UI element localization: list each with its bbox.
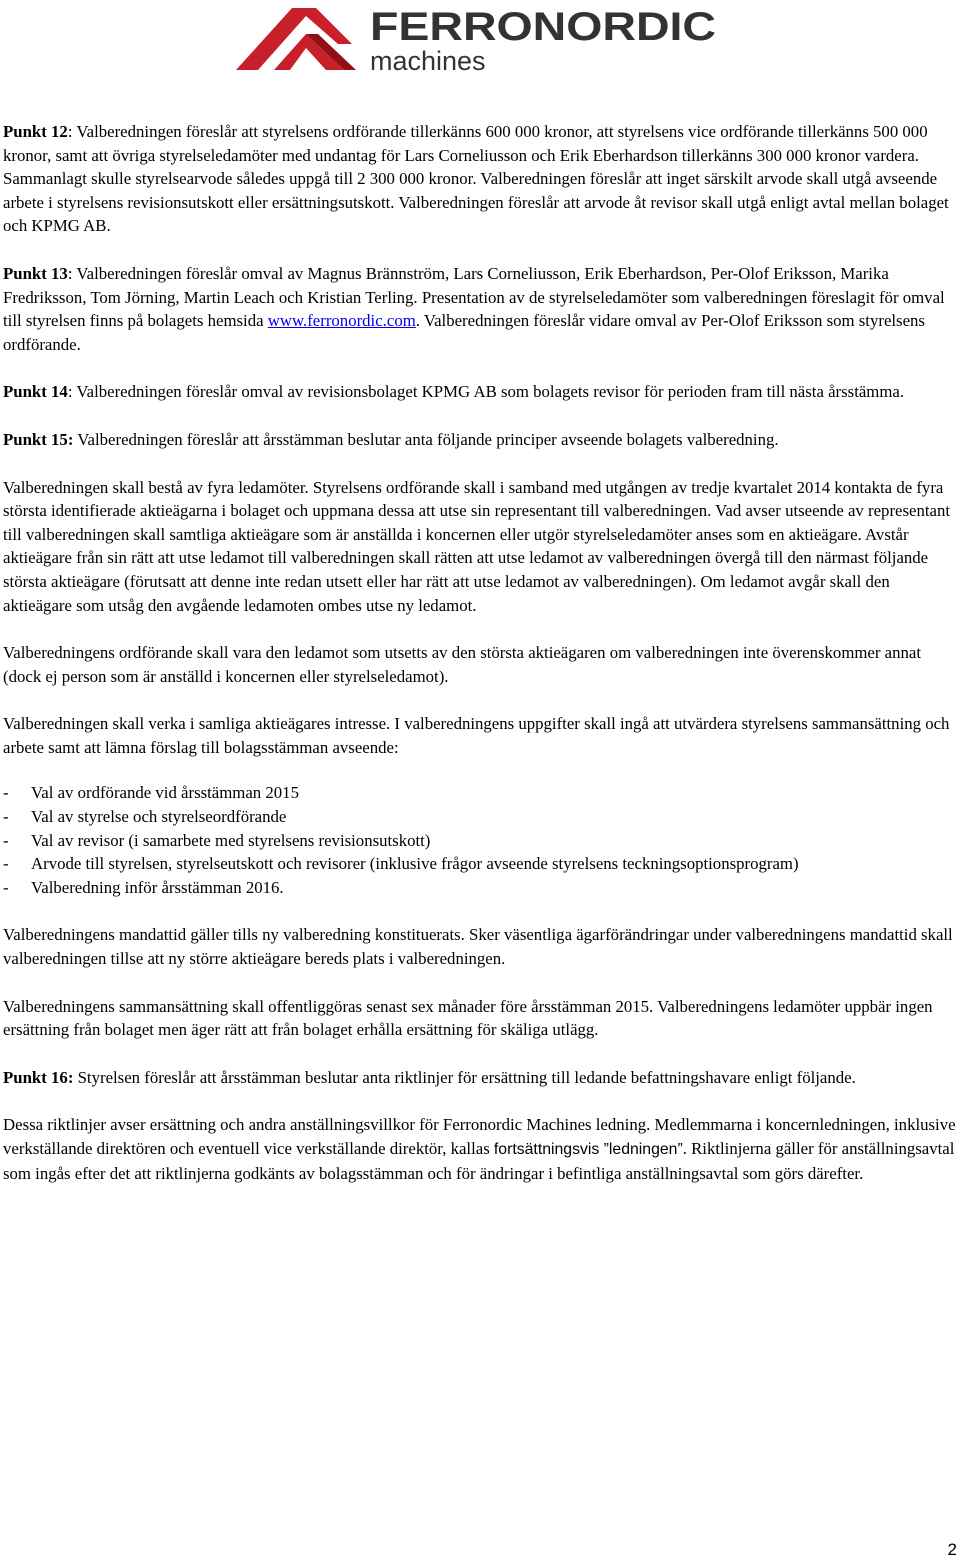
punkt-14-label: Punkt 14 (3, 382, 68, 402)
paragraph-punkt-14 (3, 380, 957, 404)
page-number: 2 (947, 1540, 957, 1559)
paragraph-punkt-15 (3, 428, 957, 452)
list-item: - Arvode till styrelsen, styrelseutskott och revisorer (inklusive frågor avseende styrelsens teckningsoptionsprogram) (3, 852, 957, 876)
ferronordic-website-link[interactable]: www.ferronordic.com (267, 311, 416, 331)
punkt-13-text: : Valberedningen föreslår omval av Magnus Brännström, Lars Corneliusson, Erik Eberhardson, Per-Olof Eriksson, Marika Fredriksson, Tom Jörning, Martin Leach och Kristian Terling. Presentation av de styrelseledamöter som valberedningen föreslagit för omval till styrelsen finns på bolagets hemsida (3, 263, 945, 331)
paragraph-nomination-duties: Valberedningen skall verka i samliga aktieägares intresse. I valberedningens uppgifter skall ingå att utvärdera styrelsens sammansättning och arbete samt att lämna förslag till bolagsstämman avseende: (3, 714, 950, 757)
punkt-15-label: Punkt 15: (3, 429, 74, 449)
paragraph-punkt-12 (3, 120, 957, 238)
paragraph-nomination-chair: Valberedningens ordförande skall vara den ledamot som utsetts av den största aktieägaren om valberedningen inte överenskommer annat (dock ej person som är anställd i koncernen eller styrelseledamot). (3, 643, 922, 686)
punkt-15-text: Valberedningen föreslår att årsstämman beslutar anta följande principer avseende bolagets valberedning. (73, 429, 779, 449)
paragraph-punkt-16 (3, 1066, 957, 1090)
list-item: - Valberedning inför årsstämman 2016. (3, 876, 957, 900)
list-item: - Val av styrelse och styrelseordförande (3, 805, 957, 829)
logo-sub-text: machines (370, 46, 486, 76)
punkt-13-text-after: . Valberedningen föreslår vidare omval av Per-Olof Eriksson som styrelsens ordförande. (3, 311, 925, 354)
paragraph-punkt-13 (3, 262, 957, 356)
duties-list (3, 781, 957, 899)
punkt-12-text: : Valberedningen föreslår att styrelsens ordförande tillerkänns 600 000 kronor, att styrelsens vice ordförande tillerkänns 500 000 kronor, samt att övriga styrelseledamöter med undantag för Lars Corneliusson och Erik Eberhardson tillerkänns 300 000 kronor vardera. Sammanlagt skulle styrelsearvode således uppgå till 2 300 000 kronor. Valberedningen föreslår att inget särskilt arvode skall utgå avseende arbete i styrelsens revisionsutskott eller ersättningsutskott. Valberedningen föreslår att arvode åt revisor skall utgå enligt avtal mellan bolaget och KPMG AB. (3, 122, 949, 236)
punkt-12-label: Punkt 12 (3, 122, 68, 141)
guidelines-text-after: . Riktlinjerna gäller för anställningsavtal som ingås efter det att riktlinjerna godkänts av bolagsstämman och för ändringar i befintliga anställningsavtal som görs därefter. (3, 1139, 955, 1183)
list-item: - Val av ordförande vid årsstämman 2015 (3, 781, 957, 805)
paragraph-mandate-period: Valberedningens mandattid gäller tills ny valberedning konstituerats. Sker väsentliga ägarförändringar under valberedningens mandattid skall valberedningen tillse att ny större aktieägare bereds plats i valberedningen. (3, 925, 953, 969)
list-item: - Val av revisor (i samarbete med styrelsens revisionsutskott) (3, 829, 957, 853)
punkt-16-text: Styrelsen föreslår att årsstämman beslutar anta riktlinjer för ersättning till ledande befattningshavare enligt följande. (73, 1067, 856, 1087)
punkt-13-label: Punkt 13 (3, 263, 68, 283)
logo-brand-text: FERRONORDIC (370, 5, 716, 49)
guidelines-sans-text: fortsättningsvis ”ledningen” (493, 1141, 683, 1158)
paragraph-nomination-composition: Valberedningen skall bestå av fyra ledamöter. Styrelsens ordförande skall i samband med utgången av tredje kvartalet 2014 kontakta de fyra största identifierade aktieägarna i bolaget och uppmana dessa att utse sin representant till valberedningen. Vad avser utseende av representant till valberedningen skall samtliga aktieägare som är anställda i koncernen eller utgör styrelseledamöter anses som en aktieägare. Avstår aktieägare från sin rätt att utse ledamot till valberedningen skall rätten att utse ledamot av valberedningen övergå till den närmast följande största aktieägare (förutsatt att denne inte redan utsett eller har rätt att utse ledamot av valberedningen). Om ledamot avgår skall den aktieägare som utsåg den avgående ledamoten ombes utse ny ledamot. (3, 477, 951, 615)
ferronordic-logo (234, 4, 724, 76)
guidelines-text: Dessa riktlinjer avser ersättning och andra anställningsvillkor för Ferronordic Machines ledning. Medlemmarna i koncernledningen, inklusive verkställande direktören och eventuell vice verkställande direktör, kallas (3, 1115, 956, 1158)
punkt-14-text: : Valberedningen föreslår omval av revisionsbolaget KPMG AB som bolagets revisor för perioden fram till nästa årsstämma. (67, 382, 905, 402)
paragraph-remuneration-guidelines (3, 1113, 957, 1185)
paragraph-composition-publication: Valberedningens sammansättning skall offentliggöras senast sex månader före årsstämman 2015. Valberedningens ledamöter uppbär ingen ersättning från bolaget men äger rätt att från bolaget erhålla ersättning för skäliga utlägg. (3, 996, 933, 1040)
punkt-16-label: Punkt 16: (3, 1067, 74, 1087)
document-body (3, 120, 957, 1209)
